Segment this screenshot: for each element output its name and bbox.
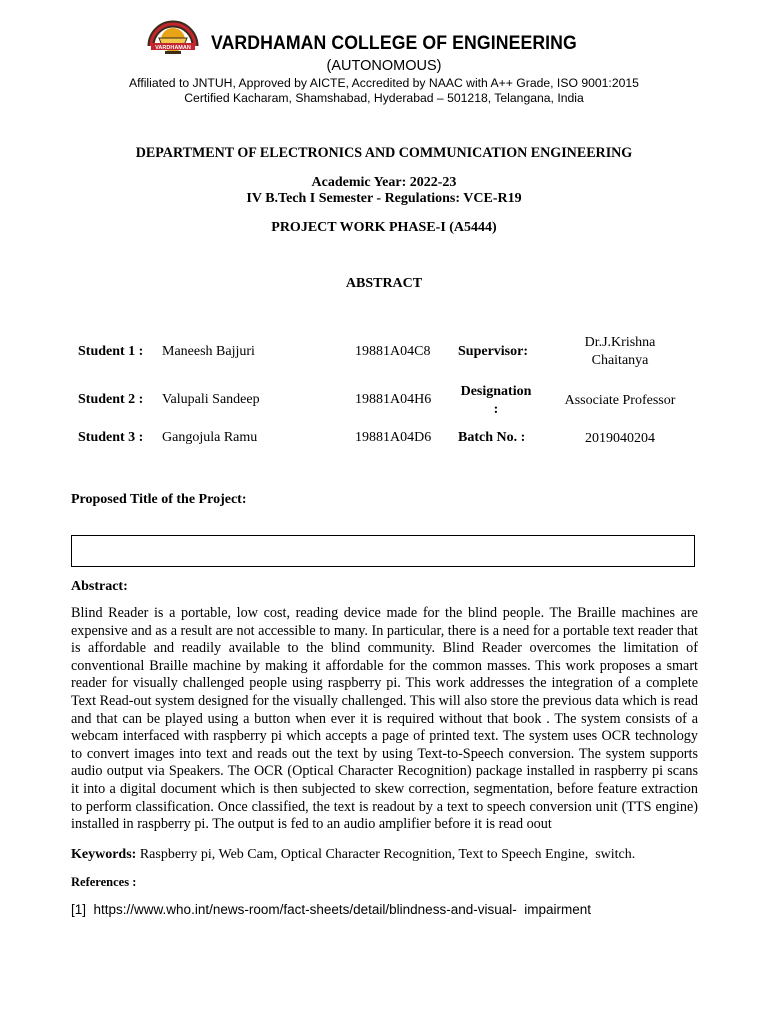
proposed-title-label: Proposed Title of the Project: <box>71 492 247 507</box>
proposed-title-box <box>71 535 695 567</box>
affiliation-line-2: Certified Kacharam, Shamshabad, Hyderabad – 501218, Telangana, India <box>184 91 584 105</box>
logo-text: VARDHAMAN <box>155 45 191 51</box>
autonomous-label: (AUTONOMOUS) <box>326 58 442 74</box>
academic-year: Academic Year: 2022-23 <box>311 175 457 190</box>
abstract-text: Blind Reader is a portable, low cost, reading device made for the blind people. The Braille machines are expensive and as a result are not accessible to many. In particular, there is a need for a portable text reader that is affordable and readily available to the blind community. Blind Reader overcomes the limitation of conventional Braille machine by making it affordable for the common masses. This work proposes a smart reader for visually challenged people using raspberry pi. This work addresses the integration of a complete Text Read-out system designed for the visually challenged. This will also store the previous data which is read and that can be played using a button when ever it is required without that book . The system consists of a webcam interfaced with raspberry pi which accepts a page of printed text. The system uses OCR technology to convert images into text and reads out the text by using Text-to-Speech conversion. The system supports audio output via Speakers. The OCR (Optical Character Recognition) package installed in raspberry pi scans it into a digital document which is then subjected to skew correction, segmentation, before feature extraction to perform classification. Once classified, the text is readout by a text to speech conversion unit (TTS engine) installed in raspberry pi. The output is fed to an audio amplifier before it is read oout <box>71 605 698 833</box>
designation-label-line-2: : <box>493 402 499 417</box>
student-3-name: Gangojula Ramu <box>162 430 258 445</box>
college-name: VARDHAMAN COLLEGE OF ENGINEERING <box>211 33 577 54</box>
semester-regulations: IV B.Tech I Semester - Regulations: VCE-R19 <box>246 191 522 206</box>
keywords-text: Raspberry pi, Web Cam, Optical Character Recognition, Text to Speech Engine, switch. <box>136 847 636 862</box>
reference-link[interactable]: https://www.who.int/news-room/fact-sheets/detail/blindness-and-visual- impairment <box>93 902 591 917</box>
student-3-label: Student 3 : <box>78 430 144 445</box>
student-1-label: Student 1 : <box>78 344 144 359</box>
project-work-title: PROJECT WORK PHASE-I (A5444) <box>271 220 497 235</box>
student-2-name: Valupali Sandeep <box>162 392 260 407</box>
designation-label-line-1: Designation <box>460 384 532 399</box>
student-1-name: Maneesh Bajjuri <box>162 344 255 359</box>
student-2-label: Student 2 : <box>78 392 144 407</box>
supervisor-value-line-2: Chaitanya <box>591 353 649 368</box>
supervisor-label: Supervisor: <box>458 344 528 359</box>
student-2-roll: 19881A04H6 <box>355 392 432 407</box>
designation-value: Associate Professor <box>564 393 676 408</box>
abstract-label: Abstract: <box>71 579 128 594</box>
batch-no-label: Batch No. : <box>458 430 526 445</box>
abstract-heading: ABSTRACT <box>345 276 423 291</box>
supervisor-value-line-1: Dr.J.Krishna <box>584 335 656 350</box>
reference-number: [1] <box>71 902 87 917</box>
department-title: DEPARTMENT OF ELECTRONICS AND COMMUNICATION ENGINEERING <box>135 145 633 161</box>
keywords-line <box>71 847 635 863</box>
student-3-roll: 19881A04D6 <box>355 430 432 445</box>
student-1-roll: 19881A04C8 <box>355 344 431 359</box>
keywords-label: Keywords: <box>71 847 137 862</box>
supervisor-value <box>556 334 684 370</box>
designation-label <box>456 383 536 419</box>
batch-no-value: 2019040204 <box>585 431 655 446</box>
reference-item <box>71 902 591 917</box>
college-logo-icon <box>145 16 201 56</box>
affiliation-line-1: Affiliated to JNTUH, Approved by AICTE, Accredited by NAAC with A++ Grade, ISO 9001:2015 <box>129 76 639 90</box>
references-label: References : <box>71 875 137 889</box>
